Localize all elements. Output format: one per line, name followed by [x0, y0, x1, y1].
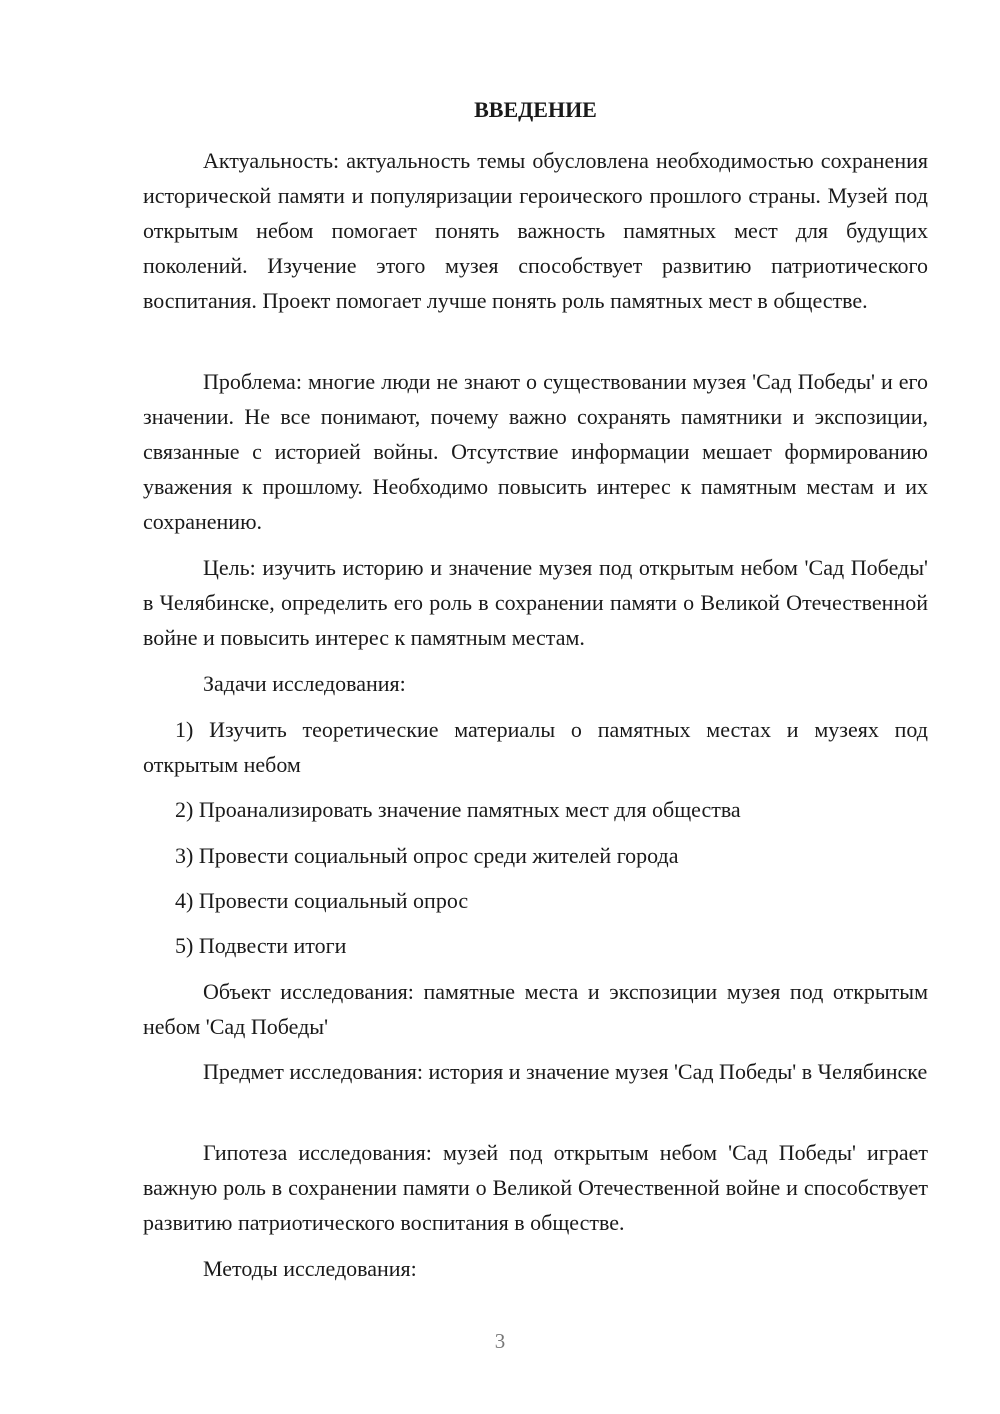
task-item-1: 1) Изучить теоретические материалы о памятных местах и музеях под открытым небом [143, 717, 928, 777]
hypothesis-paragraph: Гипотеза исследования: музей под открытым небом 'Сад Победы' играет важную роль в сохранении памяти о Великой Отечественной войне и способствует развитию патриотического воспитания в обществе. [143, 1140, 928, 1235]
goal-paragraph: Цель: изучить историю и значение музея под открытым небом 'Сад Победы' в Челябинске, определить его роль в сохранении памяти о Великой Отечественной войне и повысить интерес к памятным местам. [143, 555, 928, 650]
task-item-5: 5) Подвести итоги [175, 933, 347, 958]
task-item-3: 3) Провести социальный опрос среди жителей города [175, 843, 679, 868]
subject-paragraph: Предмет исследования: история и значение музея 'Сад Победы' в Челябинске [203, 1059, 928, 1084]
tasks-heading: Задачи исследования: [203, 671, 406, 696]
page-title: ВВЕДЕНИЕ [474, 97, 597, 122]
methods-heading: Методы исследования: [203, 1256, 417, 1281]
relevance-paragraph: Актуальность: актуальность темы обусловлена необходимостью сохранения исторической памяти и популяризации героического прошлого страны. Музей под открытым небом помогает понять важность памятных мест для будущих поколений. Изучение этого музея способствует развитию патриотического воспитания. Проект помогает лучше понять роль памятных мест в обществе. [143, 148, 928, 313]
task-item-2: 2) Проанализировать значение памятных мест для общества [175, 797, 741, 822]
task-item-4: 4) Провести социальный опрос [175, 888, 469, 913]
problem-paragraph: Проблема: многие люди не знают о существовании музея 'Сад Победы' и его значении. Не все понимают, почему важно сохранять памятники и экспозиции, связанные с историей войны. Отсутствие информации мешает формированию уважения к прошлому. Необходимо повысить интерес к памятным местам и их сохранению. [143, 369, 928, 534]
object-paragraph: Объект исследования: памятные места и экспозиции музея под открытым небом 'Сад Победы' [143, 979, 928, 1039]
page-number: 3 [494, 1329, 506, 1353]
